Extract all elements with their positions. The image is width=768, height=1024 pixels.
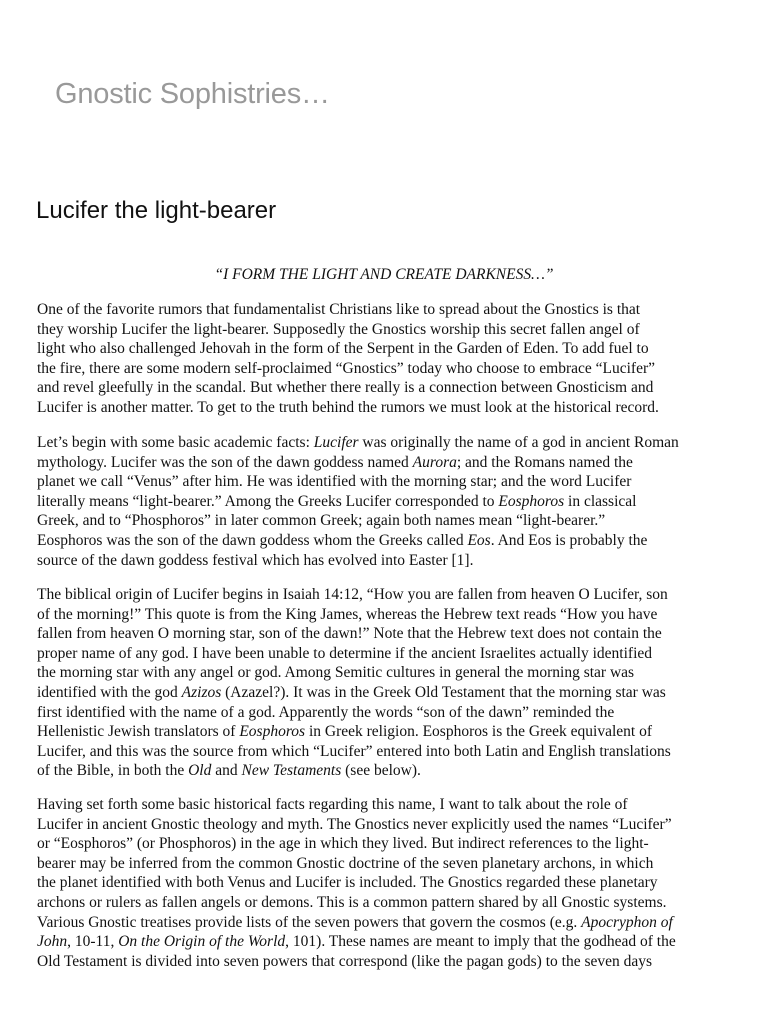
text-line [37,932,676,952]
text-line: first identified with the name of a god. Apparently the words “son of the dawn” reminded the [37,703,615,721]
text-line [37,722,671,742]
italic-term: On the Origin of the World [118,933,286,951]
text-run: ; and the Romans named the [456,453,633,471]
text-line: Old Testament is divided into seven powers that correspond (like the pagan gods) to the seven days [37,952,653,970]
text-run: (see below). [341,762,421,780]
text-run: Let’s begin with some basic academic facts: [37,434,314,451]
text-line: Greek, and to “Phosphoros” in later common Greek; again both names mean “light-bearer.” [37,512,606,530]
italic-term: John [37,933,68,951]
paragraph-1 [37,300,659,418]
text-run: in Greek religion. Eosphoros is the Greek equivalent of [305,723,653,741]
text-line [37,492,679,512]
text-run: . And Eos is probably the [490,531,648,549]
text-line: planet we call “Venus” after him. He was identified with the morning star; and the word Lucifer [37,473,632,491]
text-line [37,433,679,453]
text-run: literally means “light-bearer.” Among the Greeks Lucifer corresponded to [37,492,499,510]
text-line: or “Eosphoros” (or Phosphoros) in the age in which they lived. But indirect references to the light- [37,835,649,853]
text-line: light who also challenged Jehovah in the form of the Serpent in the Garden of Eden. To add fuel to [37,340,649,358]
text-line: Lucifer is another matter. To get to the truth behind the rumors we must look at the historical record. [37,398,659,416]
text-line: One of the favorite rumors that fundamentalist Christians like to spread about the Gnostics is that [37,301,641,318]
italic-term: Apocryphon of [581,913,673,931]
text-line [37,913,676,933]
text-line: Lucifer in ancient Gnostic theology and myth. The Gnostics never explicitly used the names “Lucifer” [37,815,672,833]
text-line: the morning star with any angel or god. Among Semitic cultures in general the morning star was [37,664,635,682]
text-line [37,453,679,473]
italic-term: Eosphoros [239,723,306,741]
text-line: the planet identified with both Venus and Lucifer is included. The Gnostics regarded these planetary [37,874,658,892]
italic-term: Old [188,762,212,780]
text-line: proper name of any god. I have been unable to determine if the ancient Israelites actually identified [37,644,653,662]
text-run: in classical [564,492,637,510]
text-line: Having set forth some basic historical facts regarding this name, I want to talk about the role of [37,796,628,813]
text-line: The biblical origin of Lucifer begins in Isaiah 14:12, “How you are fallen from heaven O Lucifer, son [37,586,668,603]
paragraph-3 [37,585,671,781]
text-line [37,761,671,781]
text-line: fallen from heaven O morning star, son of the dawn!” Note that the Hebrew text does not contain the [37,625,662,643]
text-line: bearer may be inferred from the common Gnostic doctrine of the seven planetary archons, in which [37,854,654,872]
text-run: Various Gnostic treatises provide lists of the seven powers that govern the cosmos (e.g. [37,913,582,931]
paragraph-4 [37,795,676,971]
text-run: (Azazel?). It was in the Greek Old Testament that the morning star was [221,683,666,701]
text-line: archons or rulers as fallen angels or demons. This is a common pattern shared by all Gnostic systems. [37,893,667,911]
text-run: , 101). These names are meant to imply that the godhead of the [285,933,676,951]
text-run: , 10-11, [67,933,119,951]
italic-term: Lucifer [313,434,359,451]
epigraph: “I FORM THE LIGHT AND CREATE DARKNESS…” [214,266,554,283]
italic-term: Aurora [412,453,457,471]
paragraph-2 [37,433,679,570]
text-run: mythology. Lucifer was the son of the dawn goddess named [37,453,413,471]
text-line [37,531,679,551]
italic-term: Eosphoros [498,492,565,510]
italic-term: Azizos [181,683,222,701]
text-run: Hellenistic Jewish translators of [37,723,240,741]
text-run: Eosphoros was the son of the dawn goddess whom the Greeks called [37,531,468,549]
post-title[interactable]: Lucifer the light-bearer [36,197,277,224]
blog-title[interactable]: Gnostic Sophistries… [55,78,330,110]
text-run: identified with the god [37,683,182,701]
text-line: they worship Lucifer the light-bearer. Supposedly the Gnostics worship this secret fallen angel of [37,320,640,338]
text-line: and revel gleefully in the scandal. But whether there really is a connection between Gnosticism and [37,379,654,397]
text-run: was originally the name of a god in ancient Roman [358,434,679,451]
text-line: the fire, there are some modern self-proclaimed “Gnostics” today who choose to embrace “Lucifer” [37,359,656,377]
text-run: and [211,762,242,780]
text-line: source of the dawn goddess festival which has evolved into Easter [1]. [37,551,474,569]
text-line [37,683,671,703]
text-run: of the Bible, in both the [37,762,189,780]
italic-term: New Testaments [241,762,342,780]
text-line: Lucifer, and this was the source from which “Lucifer” entered into both Latin and English translations [37,742,671,760]
italic-term: Eos [467,531,491,549]
text-line: of the morning!” This quote is from the King James, whereas the Hebrew text reads “How you have [37,605,658,623]
